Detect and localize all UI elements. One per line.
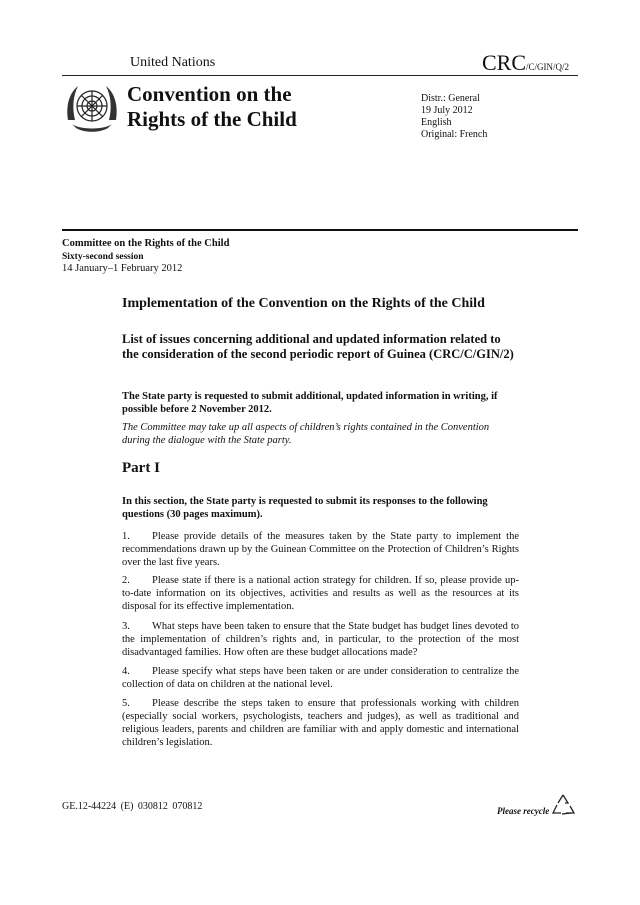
symbol-suffix: /C/GIN/Q/2	[526, 62, 570, 72]
section-rule	[62, 229, 578, 231]
recycle-icon	[551, 793, 576, 817]
part-intro: In this section, the State party is requested to submit its responses to the following questions (30 pages maximum).	[122, 496, 488, 520]
document-subheading: List of issues concerning additional and updated information related to the consideration of the second periodic report of Guinea (CRC/C/GIN/2)	[122, 332, 514, 361]
document-symbol	[482, 50, 569, 76]
convention-title-line1: Convention on the	[127, 82, 292, 106]
convention-title	[127, 82, 297, 132]
question-item	[122, 620, 519, 659]
header-rule	[62, 75, 578, 76]
question-number: 1.	[122, 531, 130, 542]
original-language: Original: French	[421, 129, 488, 140]
question-text: Please provide details of the measures taken by the State party to implement the recommendations drawn up by the Guinean Committee on the Protection of Children’s Rights over the last five years.	[122, 531, 519, 568]
question-number: 2.	[122, 575, 130, 586]
committee-block	[62, 238, 229, 276]
session-name: Sixty-second session	[62, 251, 144, 262]
distribution-block	[421, 93, 487, 141]
committee-name: Committee on the Rights of the Child	[62, 238, 230, 249]
committee-note: The Committee may take up all aspects of children’s rights contained in the Convention during the dialogue with the State party.	[122, 422, 490, 446]
session-dates: 14 January–1 February 2012	[62, 263, 183, 274]
issue-date: 19 July 2012	[421, 105, 473, 116]
question-number: 5.	[122, 698, 130, 709]
document-code: GE.12-44224 (E) 030812 070812	[62, 801, 203, 812]
submission-request: The State party is requested to submit additional, updated information in writing, if possible before 2 November 2012.	[122, 391, 498, 415]
organization-name: United Nations	[130, 55, 216, 70]
distribution: Distr.: General	[421, 93, 480, 104]
question-item	[122, 697, 519, 749]
question-number: 4.	[122, 666, 130, 677]
part-title: Part I	[122, 460, 160, 476]
language: English	[421, 117, 452, 128]
symbol-main: CRC	[482, 50, 527, 75]
question-item	[122, 574, 519, 613]
question-text: Please describe the steps taken to ensure that professionals working with children (especially social workers, psychologists, teachers and judges), as well as traditional and religious leaders, parents and children are familiar with and apply domestic and international children’s legislation.	[122, 698, 519, 748]
convention-title-line2: Rights of the Child	[127, 107, 297, 131]
question-text: What steps have been taken to ensure that the State budget has budget lines devoted to the implementation of children’s rights and, in particular, to the protection of the most disadvantaged families. How often are these budget allocations made?	[122, 621, 519, 658]
document-heading: Implementation of the Convention on the Rights of the Child	[122, 296, 485, 311]
question-number: 3.	[122, 621, 130, 632]
un-emblem-icon	[62, 80, 122, 138]
question-text: Please specify what steps have been taken or are under consideration to centralize the collection of data on children at the national level.	[122, 666, 519, 690]
question-text: Please state if there is a national action strategy for children. If so, please provide up-to-date information on its objectives, activities and results as well as the resources at its disposal for its effective implementation.	[122, 575, 519, 612]
question-item	[122, 665, 519, 691]
recycle-label: Please recycle	[497, 806, 550, 816]
question-item	[122, 530, 519, 569]
